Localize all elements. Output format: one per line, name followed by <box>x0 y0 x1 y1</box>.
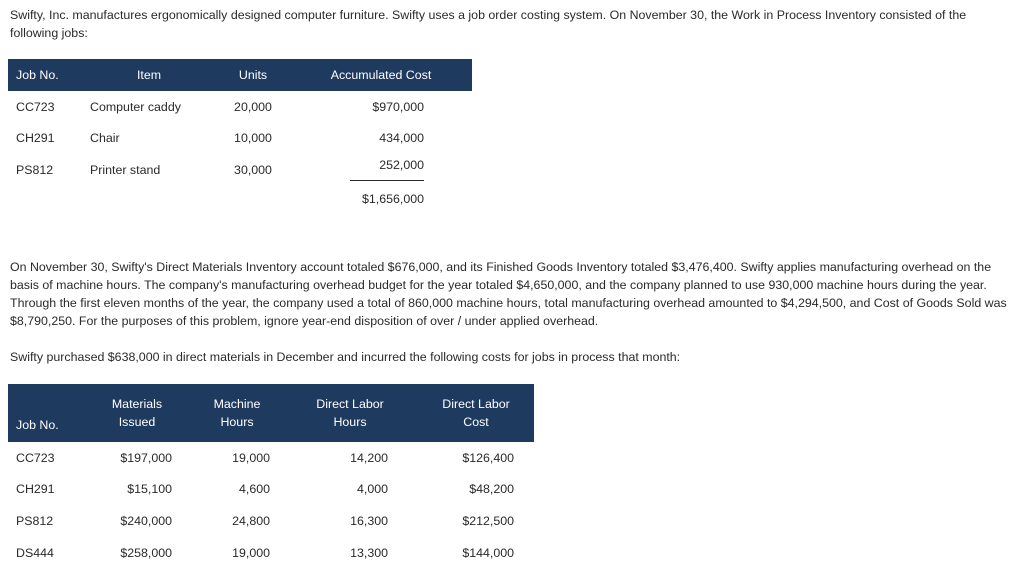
cell-item: Printer stand <box>90 162 161 177</box>
header-units: Units <box>216 59 290 91</box>
inventory-overhead-paragraph: On November 30, Swifty's Direct Materials Inventory account totaled $676,000, and its Finished Goods Inventory totaled $3,476,400. Swifty applies manufacturing overhead on the basis of machine hours. The company's manufacturing overhead budget for the year totaled $4,650,000, and the company planned to use 930,000 machine hours during the year. Through the first eleven months of the year, the company used a total of 860,000 machine hours, total manufacturing overhead amounted to $4,294,500, and Cost of Goods Sold was $8,790,250. For the purposes of this problem, ignore year-end disposition of over / under applied overhead. <box>10 260 1007 328</box>
table-header-row <box>8 59 472 91</box>
cell-materials-issued: $197,000 <box>120 450 172 465</box>
december-job-costs-table <box>8 384 534 568</box>
cell-direct-labor-hours: 14,200 <box>350 450 388 465</box>
cell-job-no: CH291 <box>16 482 55 497</box>
table-header-row <box>8 384 534 442</box>
cell-job-no: CC723 <box>16 99 55 114</box>
header-job-no: Job No. <box>8 59 82 91</box>
cell-item: Chair <box>90 131 120 146</box>
table-row <box>8 505 534 537</box>
header-line: Direct Labor <box>442 397 510 411</box>
cell-machine-hours: 19,000 <box>232 450 270 465</box>
table-row <box>8 123 472 155</box>
total-row <box>8 186 472 212</box>
table-row <box>8 442 534 474</box>
cell-job-no: PS812 <box>16 513 54 528</box>
header-line: Materials <box>111 397 163 411</box>
cell-accumulated-cost: $970,000 <box>372 99 424 114</box>
header-line: Direct Labor <box>316 397 384 411</box>
cell-direct-labor-hours: 16,300 <box>350 513 388 528</box>
cell-machine-hours: 24,800 <box>232 513 270 528</box>
cell-job-no: CC723 <box>16 450 55 465</box>
header-line: Machine <box>213 397 261 411</box>
intro-paragraph: Swifty, Inc. manufactures ergonomically designed computer furniture. Swifty uses a job order costing system. On November 30, the Work in Process Inventory consisted of the following jobs: <box>10 8 967 40</box>
cell-job-no: CH291 <box>16 131 55 146</box>
cell-materials-issued: $240,000 <box>120 513 172 528</box>
table-row <box>8 474 534 506</box>
cell-units: 30,000 <box>234 162 272 177</box>
cell-direct-labor-hours: 13,300 <box>350 545 388 560</box>
header-accumulated-cost: Accumulated Cost <box>290 59 472 91</box>
december-costs-paragraph: Swifty purchased $638,000 in direct materials in December and incurred the following costs for jobs in process that month: <box>10 350 681 364</box>
cell-units: 20,000 <box>234 99 272 114</box>
cell-machine-hours: 4,600 <box>238 482 270 497</box>
cell-item: Computer caddy <box>90 99 181 114</box>
table-row <box>8 537 534 569</box>
table-row <box>8 154 472 186</box>
cell-materials-issued: $258,000 <box>120 545 172 560</box>
cell-direct-labor-cost: $48,200 <box>469 482 514 497</box>
work-in-process-jobs-table <box>8 59 472 212</box>
header-direct-labor-hours <box>282 384 418 442</box>
header-line: Cost <box>463 415 489 429</box>
header-job-no: Job No. <box>8 384 82 442</box>
cell-direct-labor-cost: $212,500 <box>462 513 514 528</box>
cell-accumulated-cost <box>290 154 472 186</box>
cell-units: 10,000 <box>234 131 272 146</box>
cell-direct-labor-hours: 4,000 <box>356 482 388 497</box>
table-row <box>8 91 472 123</box>
last-cost-value: 252,000 <box>350 158 424 181</box>
cell-materials-issued: $15,100 <box>127 482 172 497</box>
cell-direct-labor-cost: $144,000 <box>462 545 514 560</box>
header-line: Hours <box>220 415 254 429</box>
cell-total-cost: $1,656,000 <box>361 191 424 206</box>
header-materials-issued <box>82 384 192 442</box>
cell-direct-labor-cost: $126,400 <box>462 450 514 465</box>
header-line: Hours <box>333 415 367 429</box>
cell-job-no: DS444 <box>16 545 54 560</box>
cell-machine-hours: 19,000 <box>232 545 270 560</box>
cell-accumulated-cost: 434,000 <box>379 131 424 146</box>
header-item: Item <box>82 59 216 91</box>
cell-job-no: PS812 <box>16 162 54 177</box>
header-line: Issued <box>118 415 156 429</box>
header-direct-labor-cost <box>418 384 534 442</box>
header-machine-hours <box>192 384 282 442</box>
